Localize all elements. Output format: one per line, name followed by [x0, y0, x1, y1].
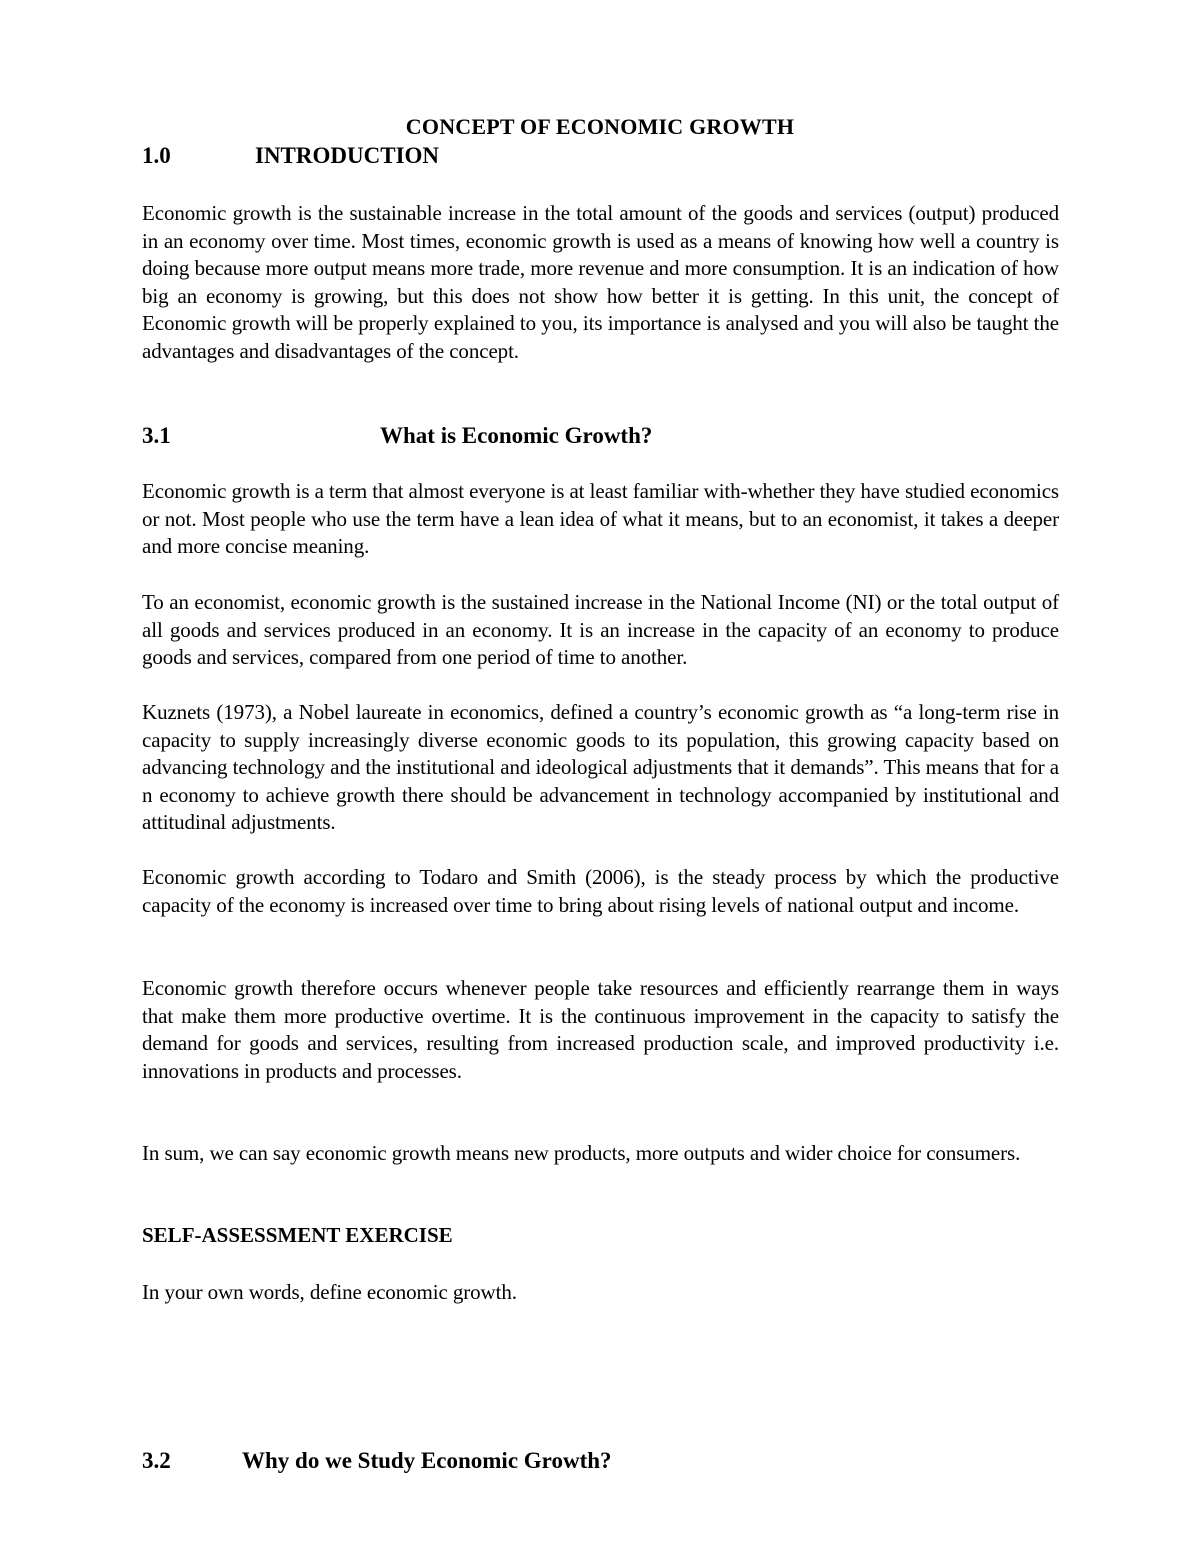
paragraph-in-sum: In sum, we can say economic growth means new products, more outputs and wider choice for consumers.: [142, 1141, 1021, 1165]
self-assessment-heading: SELF-ASSESSMENT EXERCISE: [142, 1223, 453, 1247]
paragraph-exercise-prompt: In your own words, define economic growth.: [142, 1280, 517, 1304]
paragraph-familiar-term: Economic growth is a term that almost everyone is at least familiar with-whether they have studied economics or not. Most people who use the term have a lean idea of what it means, but to an economist, it takes a deeper and more concise meaning.: [142, 479, 1059, 558]
paragraph-kuznets: Kuznets (1973), a Nobel laureate in economics, defined a country’s economic growth as “a long-term rise in capacity to supply increasingly diverse economic goods to its population, this growing capacity based on advancing technology and the institutional and ideological adjustments that it demands”. This means that for a n economy to achieve growth there should be advancement in technology accompanied by institutional and attitudinal adjustments.: [142, 700, 1059, 834]
section-number: 3.2: [142, 1448, 171, 1473]
section-title: What is Economic Growth?: [380, 423, 653, 448]
paragraph-todaro-smith: Economic growth according to Todaro and Smith (2006), is the steady process by which the productive capacity of the economy is increased over time to bring about rising levels of national output and income.: [142, 865, 1059, 917]
paragraph-therefore: Economic growth therefore occurs whenever people take resources and efficiently rearrange them in ways that make them more productive overtime. It is the continuous improvement in the capacity to satisfy the demand for goods and services, resulting from increased production scale, and improved productivity i.e. innovations in products and processes.: [142, 976, 1059, 1083]
paragraph-economist-definition: To an economist, economic growth is the sustained increase in the National Income (NI) or the total output of all goods and services produced in an economy. It is an increase in the capacity of an economy to produce goods and services, compared from one period of time to another.: [142, 590, 1059, 669]
paragraph-introduction: Economic growth is the sustainable increase in the total amount of the goods and services (output) produced in an economy over time. Most times, economic growth is used as a means of knowing how well a country is doing because more output means more trade, more revenue and more consumption. It is an indication of how big an economy is growing, but this does not show how better it is getting. In this unit, the concept of Economic growth will be properly explained to you, its importance is analysed and you will also be taught the advantages and disadvantages of the concept.: [142, 201, 1059, 363]
section-title: INTRODUCTION: [255, 143, 440, 168]
section-title: Why do we Study Economic Growth?: [242, 1448, 612, 1473]
section-number: 1.0: [142, 143, 171, 168]
section-number: 3.1: [142, 423, 171, 448]
document-title: CONCEPT OF ECONOMIC GROWTH: [405, 114, 795, 139]
